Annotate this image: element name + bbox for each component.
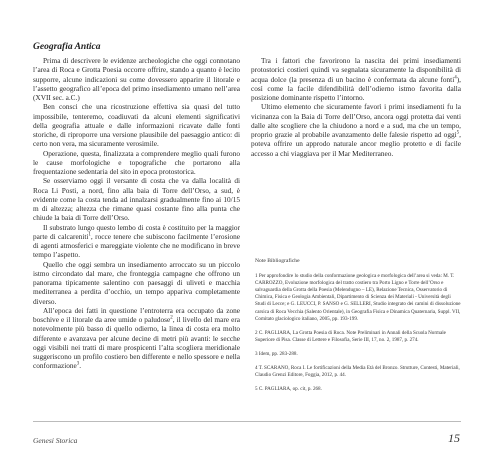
bibliographic-notes: [255, 258, 461, 400]
paragraph: [33, 223, 240, 260]
notes-title: Note Bibliografiche: [255, 258, 300, 264]
footnote-ref: 4: [454, 75, 457, 81]
footer-divider: [33, 421, 461, 422]
paragraph-text: , rocce tenere che subiscono facilmente l’erosione di agenti atmosferici e mareggiate violente che ne modificano in breve tempo l’aspetto.: [33, 231, 240, 260]
footnote-ref: 2: [170, 315, 173, 321]
left-text-column: [33, 56, 240, 371]
section-title: Geografia Antica: [33, 42, 101, 52]
paragraph-text: , il livello del mare era notevolmente più basso di quello odierno, la linea di costa era molto differente e avanzava per alcune decine di metri più avanti: le secche oggi visibili nei tratti di mare prospicenti l’alta scogliera meridionale suggeriscono un profilo costiero ben differente e nello spessore e nella conformazione: [33, 315, 240, 371]
paragraph-text: ), così come la facile difendibilità dell’odierno istmo favorita dalla posizione dominante rispetto l’intorno.: [251, 74, 461, 102]
footnote-ref: 1: [88, 232, 91, 238]
note-item: 4 T. SCARANO, Roca I. Le fortificazioni della Media Età del Bronzo. Strutture, Contesti, Materiali, Claudio Grenzi Editore, Foggia, 2012, p. 44.: [255, 365, 460, 379]
footnote-ref: 5: [456, 130, 460, 136]
paragraph-text: .: [79, 361, 82, 371]
paragraph: [33, 306, 240, 371]
paragraph: Prima di descrivere le evidenze archeologiche che oggi connotano l’area di Roca e Grotta Poesia occorre offrire, stando a quanto è lecito supporre, alcune indicazioni su come dovessero apparire il litorale e l’assetto geografico all’epoca del primo insediamento umano nell’area (XVII sec. a.C.): [33, 56, 240, 102]
paragraph: Quello che oggi sembra un insediamento arroccato su un piccolo istmo circondato dal mare, che fronteggia campagne che offrono un panorama tipicamente salentino con paesaggi di uliveti e macchia mediterranea a perdita d’occhio, un tempo appariva completamente diverso.: [33, 259, 240, 306]
paragraph: Operazione, questa, finalizzata a comprendere meglio quali furono le cause morfologiche e topografiche che portarono alla frequentazione sedentaria del sito in epoca protostorica.: [33, 148, 240, 176]
paragraph-text: Il substrato lungo questo lembo di costa è costituito per la maggior parte di calcareniti: [33, 222, 240, 241]
paragraph: [251, 56, 461, 102]
footer-section-title: Genesi Storica: [33, 436, 78, 445]
paragraph-text: , poteva offrire un approdo naturale ancor meglio protetto e di facile accesso a chi viaggiava per il Mar Mediterraneo.: [251, 130, 461, 158]
footnote-ref: 3: [76, 361, 80, 367]
note-item: 3 Idem, pp. 283-288.: [255, 350, 298, 357]
page-number: 15: [448, 431, 460, 445]
paragraph-text: Ultimo elemento che sicuramente favorì i primi insediamenti fu la vicinanza con la Baia di Torre dell’Orso, ancora oggi protetta dai venti dalle alte scogliere che la chiudono a nord e a sud, ma che un tempo, proprio grazie al probabile avanzamento delle falesie rispetto ad oggi: [251, 102, 461, 139]
note-item: 1 Per approfondire lo studio della conformazione geologica e morfologica dell’area si veda: M. T. CARROZZO, Evoluzione morfologica del tratto costiero tra Porto Ligno e Torre dell’Orso e salvaguardia della Grotta della Poesia (Melendugno – LE), Relazione Tecnica, Osservatorio di Chimica, Fisica e Geologia Ambientali, Dipartimento di Scienza dei Materiali - Università degli Studi di Lecce; e G. LEUCCI, P. SANSO e G. SELLERI, Studio integrato dei camini di dissoluzione carsica di Roca Vecchia (Salento Orientale), in Geografia Fisica e Dinamica Quaternaria, Suppl. VII, Comitato glaciologico italiano, 2005, pp. 193-199.: [255, 273, 461, 322]
note-item: 5 C. PAGLIARA, op. cit, p. 268.: [255, 386, 322, 393]
right-text-column: [251, 56, 461, 158]
note-item: 2 C. PAGLIARA, La Grotta Poesia di Roca. Note Preliminari in Annali della Scuola Normale Superiore di Pisa. Classe di Lettere e Filosofia, Serie III, 17, no. 2, 1987, p. 274.: [255, 329, 446, 343]
paragraph: Se osserviamo oggi il versante di costa che va dalla località di Roca Li Posti, a nord, fino alla baia di Torre dell’Orso, a sud, è evidente come la costa tenda ad innalzarsi gradualmente fino ai 10/15 m di altezza; altezza che rimane quasi costante fino alla punta che chiude la baia di Torre dell’Orso.: [33, 176, 240, 223]
paragraph: [251, 102, 461, 158]
paragraph: Ben consci che una ricostruzione effettiva sia quasi del tutto impossibile, tenteremo, coadiuvati da alcuni elementi significativi della geografia attuale e dalle informazioni ricavate dalle fonti storiche, di riproporre una versione plausibile del paesaggio antico: di certo non vera, ma sicuramente verosimile.: [33, 102, 240, 149]
paragraph-text: Tra i fattori che favorirono la nascita dei primi insediamenti protostorici costieri quindi va segnalata sicuramente la disponibilità di acqua dolce (la presenza di un bacino è confermata da alcune fonti: [251, 56, 461, 84]
paragraph-text: All’epoca dei fatti in questione l’entroterra era occupato da zone boschive e il litorale da aree umide o paludose: [33, 305, 240, 324]
